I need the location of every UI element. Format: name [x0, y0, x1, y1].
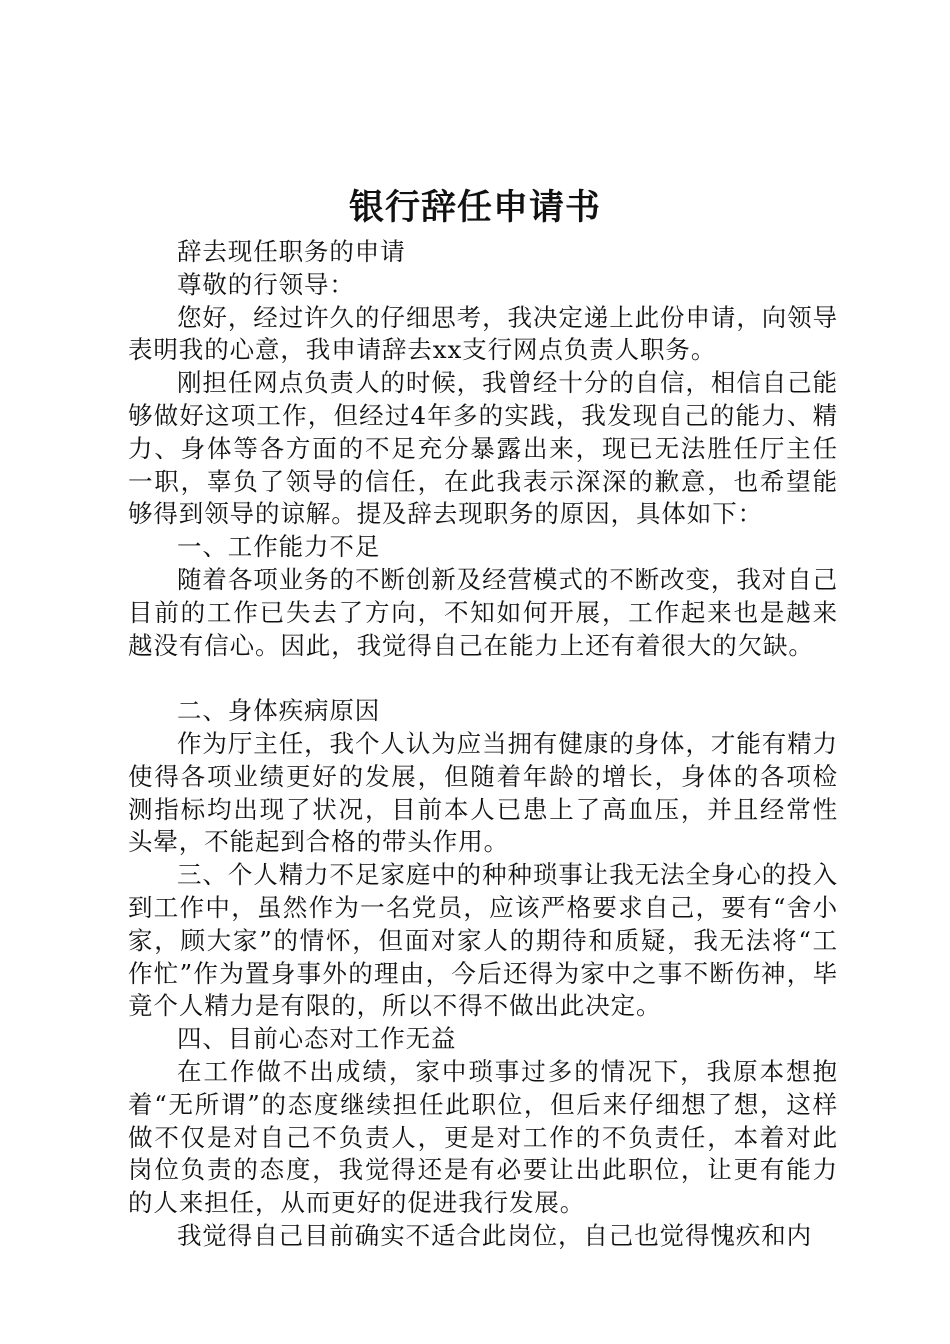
paragraph-background: 刚担任网点负责人的时候，我曾经十分的自信，相信自己能够做好这项工作，但经过4年多的实践，我发现自己的能力、精力、身体等各方面的不足充分暴露出来，现已无法胜任厅主任一职，辜负了领导的信任，在此我表示深深的歉意，也希望能够得到领导的谅解。提及辞去现职务的原因，具体如下： [128, 368, 838, 529]
paragraph-greeting: 您好，经过许久的仔细思考，我决定递上此份申请，向领导表明我的心意，我申请辞去xx支行网点负责人职务。 [128, 302, 838, 365]
section-heading-health: 二、身体疾病原因 [177, 696, 381, 726]
section-heading-ability: 一、工作能力不足 [177, 532, 381, 562]
paragraph-energy: 三、个人精力不足家庭中的种种琐事让我无法全身心的投入到工作中，虽然作为一名党员，应该严格要求自己，要有“舍小家，顾大家”的情怀，但面对家人的期待和质疑，我无法将“工作忙”作为置身事外的理由，今后还得为家中之事不断伤神，毕竟个人精力是有限的，所以不得不做出此决定。 [128, 860, 838, 1021]
paragraph-health: 作为厅主任，我个人认为应当拥有健康的身体，才能有精力使得各项业绩更好的发展，但随着年龄的增长，身体的各项检测指标均出现了状况，目前本人已患上了高血压，并且经常性头晕，不能起到合格的带头作用。 [128, 728, 838, 857]
salutation: 尊敬的行领导： [177, 269, 355, 299]
paragraph-ability: 随着各项业务的不断创新及经营模式的不断改变，我对自己目前的工作已失去了方向，不知如何开展，工作起来也是越来越没有信心。因此，我觉得自己在能力上还有着很大的欠缺。 [128, 564, 838, 660]
section-heading-attitude: 四、目前心态对工作无益 [177, 1024, 457, 1054]
paragraph-closing: 我觉得自己目前确实不适合此岗位，自己也觉得愧疚和内 [177, 1220, 812, 1250]
document-body [128, 236, 838, 1253]
paragraph-attitude: 在工作做不出成绩，家中琐事过多的情况下，我原本想抱着“无所谓”的态度继续担任此职位，但后来仔细想了想，这样做不仅是对自己不负责人，更是对工作的不负责任，本着对此岗位负责的态度，我觉得还是有必要让出此职位，让更有能力的人来担任，从而更好的促进我行发展。 [128, 1056, 838, 1218]
subject-line: 辞去现任职务的申请 [177, 237, 406, 266]
document-title: 银行辞任申请书 [348, 187, 601, 228]
